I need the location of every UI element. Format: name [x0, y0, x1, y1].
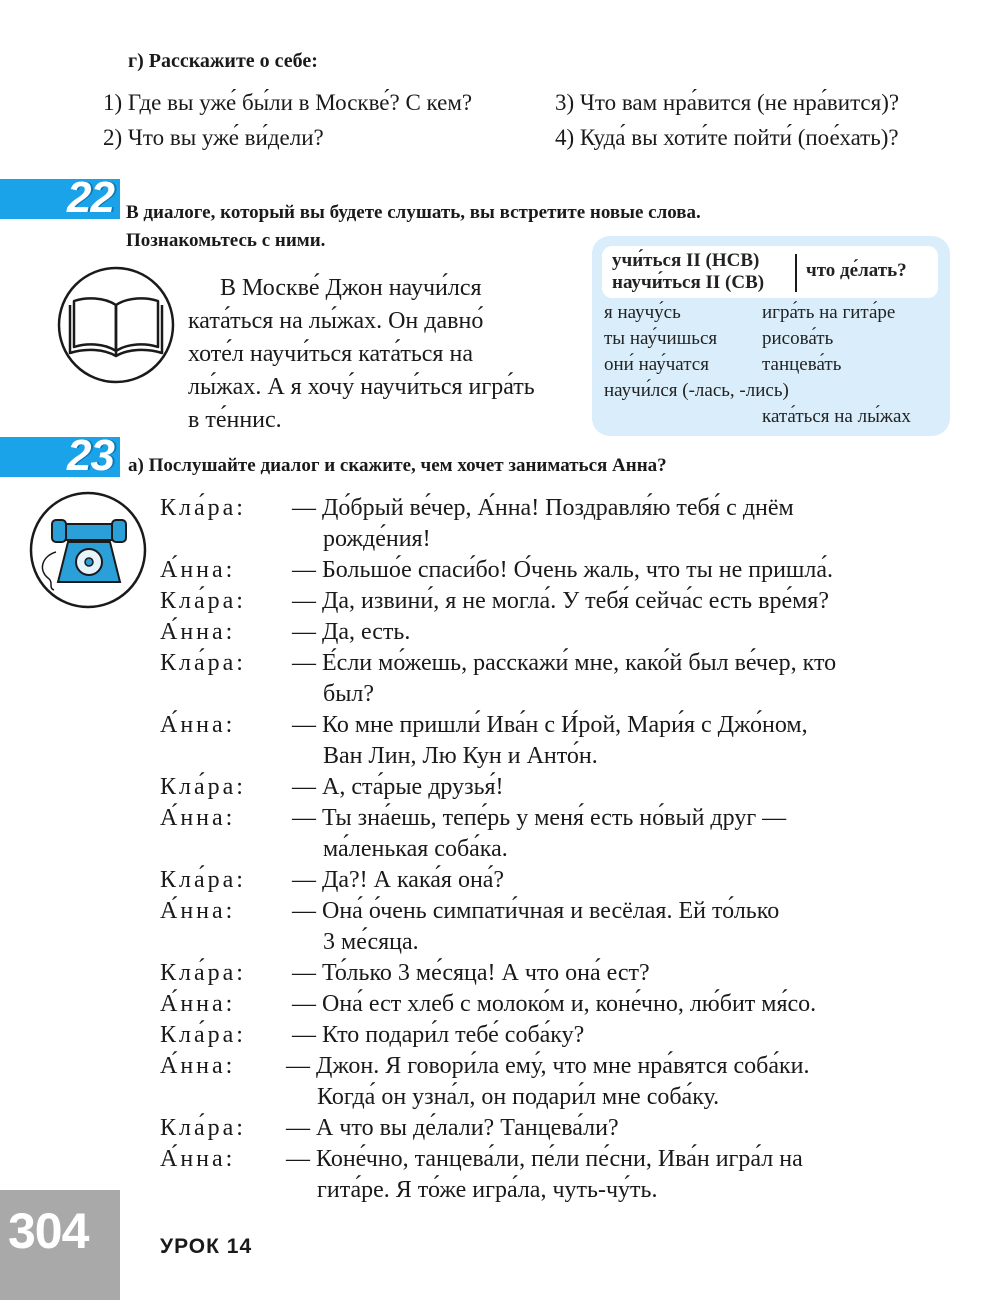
speaker-anna: А́нна:	[160, 619, 236, 645]
grammar-left-item: они́ нау́чатся	[604, 354, 709, 375]
grammar-box-header	[602, 246, 938, 298]
exercise-22-instruction-line2: Познакомьтесь с ними.	[126, 230, 326, 251]
speaker-klara: Кла́ра:	[160, 495, 246, 521]
dialogue-line: — Да, извини́, я не могла́. У тебя́ сейча́с есть вре́мя?	[292, 588, 829, 614]
dialogue-line: — А что вы де́лали? Танцева́ли?	[286, 1115, 619, 1141]
speaker-klara: Кла́ра:	[160, 650, 246, 676]
page-number: 304	[8, 1203, 89, 1259]
dialogue-line: — Ты зна́ешь, тепе́рь у меня́ есть но́вый друг —	[292, 805, 787, 831]
grammar-left-item: ты нау́чишься	[604, 328, 718, 349]
dialogue-line: — Кто подари́л тебе́ соба́ку?	[292, 1022, 585, 1048]
dialogue-line: был?	[323, 681, 374, 707]
telephone-icon	[28, 490, 148, 610]
dialogue-line: гита́ре. Я то́же игра́ла, чуть-чу́ть.	[317, 1177, 658, 1203]
dialogue-line: — Е́сли мо́жешь, расскажи́ мне, како́й был ве́чер, кто	[292, 650, 837, 676]
question-4: 4) Куда́ вы хоти́те пойти́ (пое́хать)?	[555, 125, 899, 150]
speaker-klara: Кла́ра:	[160, 867, 246, 893]
speaker-klara: Кла́ра:	[160, 960, 246, 986]
dialogue-line: — То́лько 3 ме́сяца! А что она́ ест?	[292, 960, 650, 986]
paragraph-line: ката́ться на лы́жах. Он давно́	[188, 308, 484, 334]
paragraph-line: хоте́л научи́ться ката́ться на	[188, 341, 473, 367]
dialogue-line: — А, ста́рые друзья́!	[292, 774, 504, 800]
dialogue-line: рожде́ния!	[323, 526, 431, 552]
speaker-anna: А́нна:	[160, 557, 236, 583]
exercise-22-number: 22	[67, 173, 114, 222]
dialogue-line: — Коне́чно, танцева́ли, пе́ли пе́сни, Ива́н игра́л на	[286, 1146, 803, 1172]
dialogue-line: — Она́ о́чень симпати́чная и весёлая. Ей то́лько	[292, 898, 780, 924]
speaker-klara: Кла́ра:	[160, 1022, 246, 1048]
verb-cv: научи́ться II (СВ)	[612, 272, 765, 293]
dialogue-line: ма́ленькая соба́ка.	[323, 836, 508, 862]
lesson-label: УРОК 14	[160, 1235, 253, 1258]
paragraph-line: В Москве́ Джон научи́лся	[220, 275, 482, 301]
speaker-klara: Кла́ра:	[160, 588, 246, 614]
grammar-right-item: рисова́ть	[762, 328, 834, 349]
question-what-to-do: что де́лать?	[806, 260, 907, 281]
reading-paragraph	[188, 272, 570, 437]
dialogue-line: — Да, есть.	[292, 619, 411, 645]
speaker-anna: А́нна:	[160, 712, 236, 738]
speaker-klara: Кла́ра:	[160, 1115, 246, 1141]
question-3: 3) Что вам нра́вится (не нра́вится)?	[555, 90, 900, 115]
speaker-anna: А́нна:	[160, 1053, 236, 1079]
grammar-left-item: я научу́сь	[604, 302, 681, 323]
grammar-right-item: игра́ть на гита́ре	[762, 302, 896, 323]
dialogue-line: — До́брый ве́чер, А́нна! Поздравля́ю тебя́ с днём	[292, 495, 794, 521]
grammar-box	[592, 236, 950, 436]
exercise-23-instruction: а) Послушайте диалог и скажите, чем хочет заниматься Анна?	[128, 455, 667, 476]
dialogue-line: — Джон. Я говори́ла ему́, что мне нра́вятся соба́ки.	[286, 1053, 810, 1079]
grammar-right-item: танцева́ть	[762, 354, 842, 375]
exercise-22-bar	[0, 173, 120, 222]
grammar-right-item: ката́ться на лы́жах	[762, 406, 911, 427]
dialogue-line: 3 ме́сяца.	[323, 929, 419, 955]
book-icon	[56, 265, 176, 385]
exercise-22-instruction-line1: В диалоге, который вы будете слушать, вы встретите новые слова.	[126, 202, 701, 223]
dialogue-line: Ван Лин, Лю Кун и Анто́н.	[323, 743, 598, 769]
paragraph-line: в те́ннис.	[188, 407, 282, 433]
verb-ncv: учи́ться II (НСВ)	[612, 250, 760, 271]
header-divider	[795, 254, 797, 292]
dialogue-line: — Она́ ест хлеб с молоко́м и, коне́чно, лю́бит мя́со.	[292, 991, 817, 1017]
dialogue-line: Когда́ он узна́л, он подари́л мне соба́ку.	[317, 1084, 720, 1110]
speaker-anna: А́нна:	[160, 805, 236, 831]
grammar-left-item: научи́лся (-лась, -лись)	[604, 380, 789, 401]
paragraph-line: лы́жах. А я хочу́ научи́ться игра́ть	[188, 374, 535, 400]
dialogue-line: — Большо́е спаси́бо! О́чень жаль, что ты не пришла́.	[292, 557, 834, 583]
dialogue-line: — Ко мне пришли́ Ива́н с И́рой, Мари́я с Джо́ном,	[292, 712, 808, 738]
exercise-23-number: 23	[67, 431, 114, 480]
speaker-klara: Кла́ра:	[160, 774, 246, 800]
exercise-23-bar	[0, 431, 120, 480]
question-1: 1) Где вы уже́ бы́ли в Москве́? С кем?	[103, 90, 473, 115]
speaker-anna: А́нна:	[160, 991, 236, 1017]
section-g-heading: г) Расскажите о себе:	[128, 50, 318, 72]
dialogue-line: — Да?! А кака́я она́?	[292, 867, 505, 893]
speaker-anna: А́нна:	[160, 1146, 236, 1172]
speaker-anna: А́нна:	[160, 898, 236, 924]
question-2: 2) Что вы уже́ ви́дели?	[103, 125, 324, 150]
